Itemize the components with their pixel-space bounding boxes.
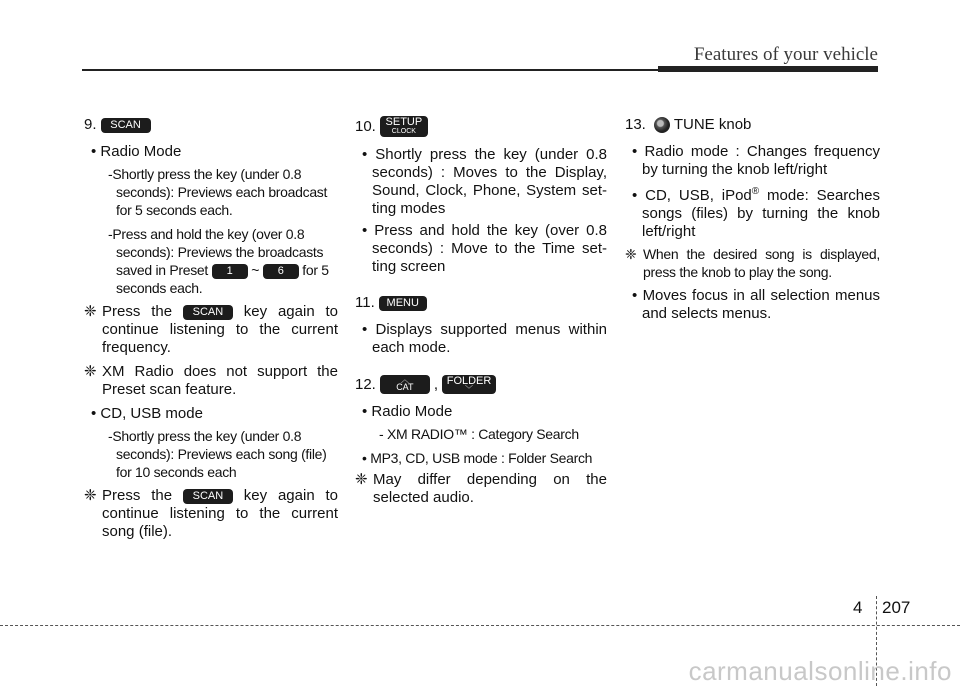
note-icon: ❈ bbox=[625, 246, 637, 262]
sub-shortly-press: -Shortly press the key (under 0.8 seconds): Previews each broadcast for 5 seconds each. bbox=[108, 166, 328, 218]
item-11 bbox=[355, 294, 607, 312]
tune-knob-icon bbox=[654, 117, 670, 133]
note-icon: ❈ bbox=[84, 487, 97, 504]
bullet-displays-menus: • Displays supported menus within each mode. bbox=[355, 321, 607, 357]
note-icon: ❈ bbox=[355, 471, 368, 488]
item-9 bbox=[84, 116, 338, 134]
bullet-folder-search: • MP3, CD, USB mode : Folder Search bbox=[355, 449, 607, 467]
bullet-cd-usb-ipod: • CD, USB, iPod® mode: Searches songs (files) by turning the knob left/right bbox=[625, 183, 880, 241]
bullet-shortly-press-setup: • Shortly press the key (under 0.8 seconds) : Moves to the Display, Sound, Clock, Phone, System set-ting modes bbox=[355, 146, 607, 218]
item-10 bbox=[355, 116, 607, 137]
bullet-moves-focus: • Moves focus in all selection menus and selects menus. bbox=[625, 287, 880, 323]
note-icon: ❈ bbox=[84, 363, 97, 380]
scan-key-icon: SCAN bbox=[101, 118, 151, 133]
sub-xm-category: - XM RADIO™ : Category Search bbox=[379, 426, 579, 442]
tune-knob-label: TUNE knob bbox=[673, 116, 752, 133]
menu-key-icon: MENU bbox=[379, 296, 427, 311]
scan-key-icon: SCAN bbox=[183, 305, 233, 320]
item-number: 9. bbox=[84, 116, 97, 133]
column-2 bbox=[355, 112, 607, 513]
bullet-radio-mode: • Radio Mode bbox=[355, 403, 607, 421]
preset-6-key-icon: 6 bbox=[263, 264, 299, 279]
note-continue-frequency: ❈ Press the SCAN key again to continue listening to the current frequency. bbox=[84, 303, 339, 356]
column-1 bbox=[84, 112, 338, 547]
column-3 bbox=[625, 112, 880, 327]
item-number: 10. bbox=[355, 117, 376, 135]
note-xm-preset: ❈ XM Radio does not support the Preset scan feature. bbox=[84, 363, 338, 398]
item-number: 12. bbox=[355, 375, 376, 393]
item-number: 13. bbox=[625, 116, 646, 133]
note-play-song: ❈ When the desired song is displayed, press the knob to play the song. bbox=[625, 246, 880, 280]
page-number: 207 bbox=[882, 598, 911, 617]
note-icon: ❈ bbox=[84, 303, 97, 320]
sub-previews-song: -Shortly press the key (under 0.8 seconds): Previews each song (file) for 10 seconds each bbox=[108, 428, 327, 480]
item-12: 12. ︿ CAT , FOLDER ﹀ bbox=[355, 375, 607, 394]
note-continue-song: ❈ Press the SCAN key again to continue listening to the current song (file). bbox=[84, 487, 339, 540]
section-title: Features of your vehicle bbox=[693, 44, 878, 65]
chapter-number: 4 bbox=[853, 598, 863, 617]
watermark: carmanualsonline.info bbox=[688, 656, 952, 686]
header-rule-accent bbox=[658, 66, 878, 72]
sub-press-hold: -Press and hold the key (over 0.8 seconds): Previews the broadcasts saved in Preset 1 ~ 6 for 5 seconds each. bbox=[108, 226, 329, 296]
cat-key-icon: ︿ CAT bbox=[380, 375, 430, 394]
bullet-radio-mode: • Radio Mode bbox=[84, 143, 338, 161]
setup-clock-key-icon: SETUP CLOCK bbox=[380, 116, 428, 137]
bullet-radio-mode-tune: • Radio mode : Changes frequency by turning the knob left/right bbox=[625, 143, 880, 179]
footer-rule bbox=[0, 625, 960, 626]
note-may-differ: ❈ May differ depending on the selected audio. bbox=[355, 471, 607, 506]
item-number: 11. bbox=[355, 294, 375, 311]
bullet-press-hold-setup: • Press and hold the key (over 0.8 seconds) : Move to the Time set-ting screen bbox=[355, 222, 607, 276]
scan-key-icon: SCAN bbox=[183, 489, 233, 504]
preset-1-key-icon: 1 bbox=[212, 264, 248, 279]
item-13 bbox=[625, 116, 880, 134]
folder-key-icon: FOLDER ﹀ bbox=[442, 375, 496, 394]
bullet-cd-usb-mode: • CD, USB mode bbox=[84, 405, 338, 423]
